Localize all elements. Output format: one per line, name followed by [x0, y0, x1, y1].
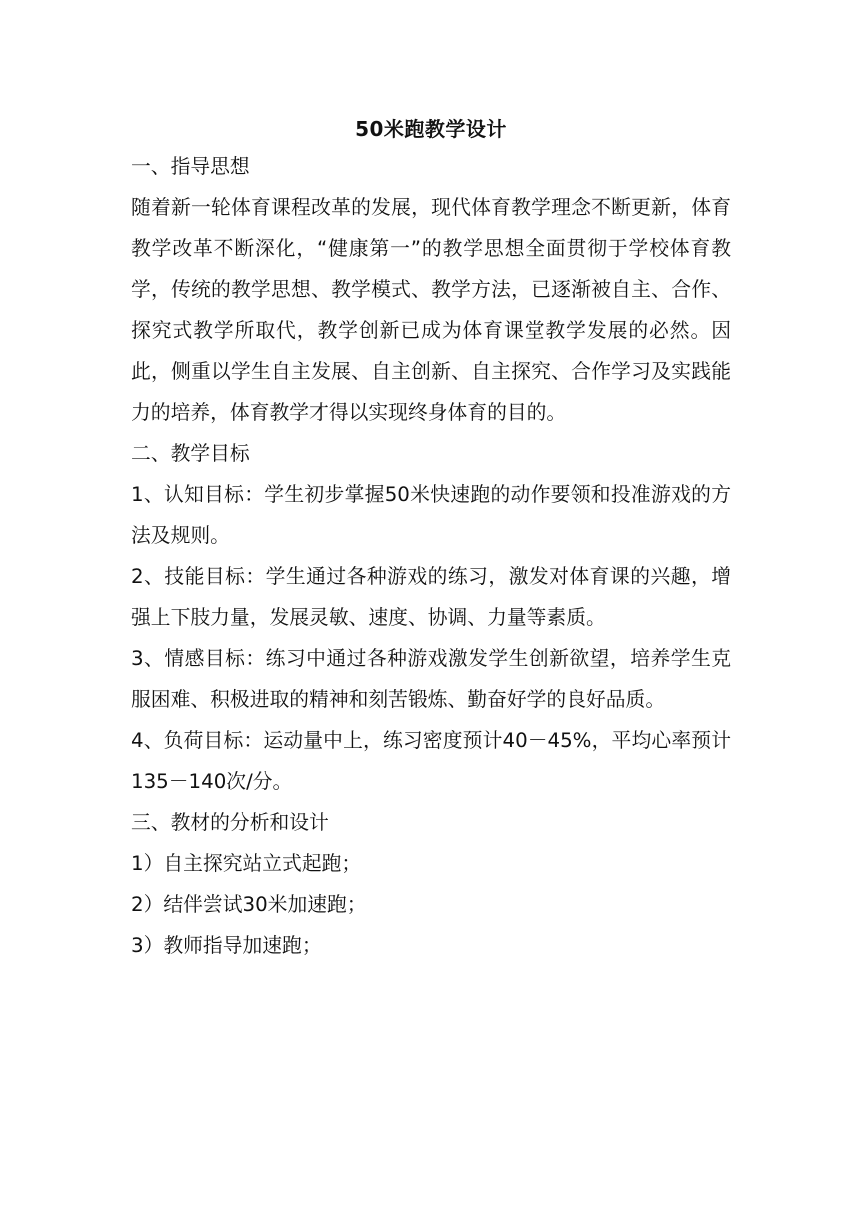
list-item: 2）结伴尝试30米加速跑； [131, 893, 367, 916]
paragraph: 2、技能目标：学生通过各种游戏的练习，激发对体育课的兴趣，增强上下肢力量，发展灵敏、速度、协调、力量等素质。 [131, 565, 731, 629]
section-teaching-objectives [131, 433, 731, 802]
document-content [131, 112, 731, 966]
section-material-analysis [131, 802, 731, 966]
section-heading: 三、教材的分析和设计 [131, 811, 329, 834]
paragraph: 3、情感目标：练习中通过各种游戏激发学生创新欲望，培养学生克服困难、积极进取的精神和刻苦锻炼、勤奋好学的良好品质。 [131, 647, 731, 711]
paragraph: 随着新一轮体育课程改革的发展，现代体育教学理念不断更新，体育教学改革不断深化，“健康第一”的教学思想全面贯彻于学校体育教学，传统的教学思想、教学模式、教学方法，已逐渐被自主、合作、探究式教学所取代，教学创新已成为体育课堂教学发展的必然。因此，侧重以学生自主发展、自主创新、自主探究、合作学习及实践能力的培养，体育教学才得以实现终身体育的目的。 [131, 196, 731, 424]
list-item: 1）自主探究站立式起跑； [131, 852, 362, 875]
paragraph: 1、认知目标：学生初步掌握50米快速跑的动作要领和投准游戏的方法及规则。 [131, 483, 731, 547]
list-item: 3）教师指导加速跑； [131, 934, 322, 957]
document-title: 50米跑教学设计 [355, 117, 507, 141]
section-heading: 一、指导思想 [131, 155, 250, 178]
section-guiding-thought [131, 146, 731, 433]
section-heading: 二、教学目标 [131, 442, 250, 465]
paragraph: 4、负荷目标：运动量中上，练习密度预计40－45%，平均心率预计135－140次/分。 [131, 729, 731, 793]
